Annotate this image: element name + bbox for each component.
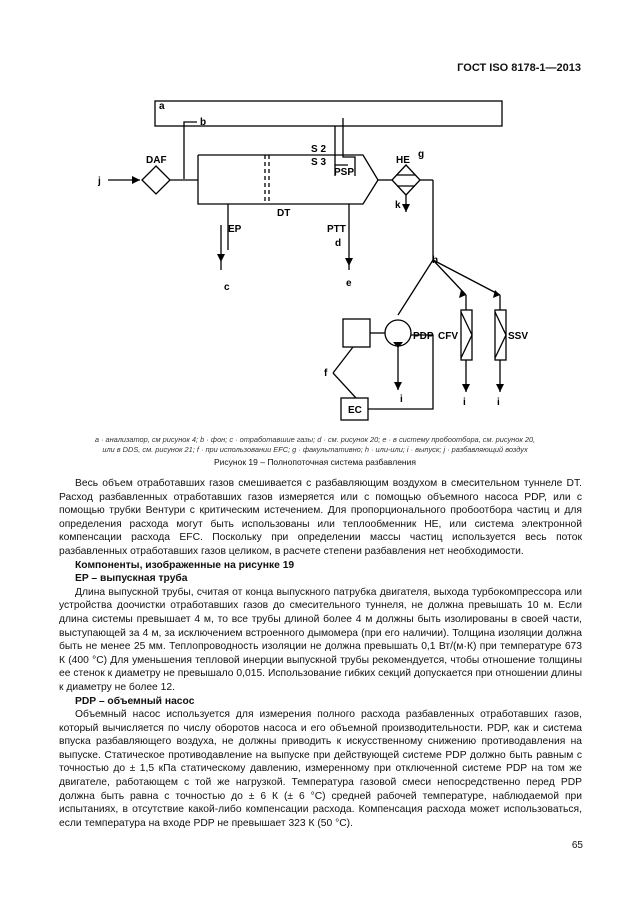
label-daf: DAF	[146, 155, 167, 166]
paragraph-pdp: Объемный насос используется для измерения полного расхода разбавленных отработавших газов, который вычисляется по числу оборотов насоса и его объемной производительности. PDP, как и система впуска разбавляющего воздуха, не должны приводить к искусственному снижению противодавления на выпуске. Статическое противодавление на выпуске при действующей системе PDP должно быть равным с точностью до ± 1,5 кПа статическому давлению, измеренному при отключенной системе PDP на том же двигателе, работающем с той же нагрузкой. Температура газовой смеси непосредственно перед PDP должна быть равна с точностью до ± 6 К (± 6 °С) средней рабочей температуре, наблюдаемой при испытаниях, в отсутствие какой-либо компенсации расхода. Компенсация расхода может использоваться, если температура на входе PDP не превышает 323 К (50 °С).	[59, 709, 582, 829]
ssv-venturi	[495, 310, 506, 360]
label-i2: i	[463, 397, 466, 408]
dilution-system-diagram	[0, 0, 630, 440]
figure-legend	[60, 435, 570, 455]
paragraph-ep: Длина выпускной трубы, считая от конца выпускного патрубка двигателя, выхода турбокомпрессора или устройства доочистки отработавших газов до смесительного туннеля, не должна превышать 10 м. Если длина системы превышает 4 м, то все трубы длиной более 4 м должны быть изолированы в своей части, выступающей за 4 м, за исключением встроенного дымомера (при его наличии). Толщина изоляции должна быть не менее 25 мм. Теплопроводность изоляции не должна превышать 0,1 Вт/(м·К) при температуре 673 К (400 °С) Для уменьшения тепловой инерции выпускной трубы рекомендуется, чтобы отношение толщины ее стенок к диаметру не превышало 0,015. Использование гибких секций допускается при отношении длины к диаметру не более 12.	[59, 586, 582, 693]
heat-exchanger	[392, 165, 420, 195]
label-dt: DT	[277, 208, 291, 219]
label-pdp: PDP	[413, 331, 434, 342]
legend-line-2: или в DDS, см. рисунок 21; f · при использовании EFC; g · факультативно; h · или-или; i · выпуск; j · разбавляющий воздух	[102, 445, 528, 454]
label-ptt: PTT	[327, 224, 346, 235]
label-ec: EC	[348, 405, 362, 416]
label-k: k	[395, 200, 401, 211]
label-ssv: SSV	[508, 331, 529, 342]
heading-ep: EP – выпускная труба	[75, 573, 188, 585]
ec-box-top	[343, 319, 370, 347]
label-psp: PSP	[334, 167, 355, 178]
standard-header: ГОСТ ISO 8178-1—2013	[457, 62, 581, 74]
sampling-system-box	[155, 101, 502, 126]
label-ep: EP	[228, 224, 242, 235]
label-g: g	[418, 149, 425, 160]
label-f: f	[324, 368, 328, 379]
label-s3: S 3	[311, 157, 327, 168]
label-d: d	[335, 238, 342, 249]
label-a: a	[159, 101, 165, 112]
background-line	[184, 122, 197, 179]
heading-components: Компоненты, изображенные на рисунке 19	[75, 559, 295, 571]
heading-pdp: PDP – объемный насос	[75, 695, 195, 707]
label-c: c	[224, 282, 230, 293]
label-j: j	[98, 176, 101, 187]
sampling-probe	[335, 126, 348, 165]
label-e: e	[346, 278, 352, 289]
daf-filter	[142, 166, 170, 194]
legend-line-1: a · анализатор, см рисунок 4; b · фон; c · отработавшие газы; d · см. рисунок 20; e · в систему пробоотбора, см. рисунок 20,	[94, 435, 536, 444]
body-text	[59, 477, 582, 830]
label-i1: i	[400, 394, 403, 405]
label-h: h	[432, 255, 439, 266]
page-number: 65	[571, 840, 583, 851]
paragraph-1: Весь объем отработавших газов смешивается с разбавляющим воздухом в смесительном туннеле DT. Расход разбавленных отработавших газов измеряется или с помощью объемного насоса PDP, или с помощью трубки Вентури с критическим истечением. Для пропорционального пробоотбора частиц и для определения расхода могут быть использованы или теплообменник HE, или система электронной компенсации расхода EFC. Поскольку при определении массы частиц используется весь поток разбавленных отработавших газов целиком, в расчете степени разбавления нет необходимости.	[59, 478, 582, 557]
label-i3: i	[497, 397, 500, 408]
label-cfv: CFV	[438, 331, 458, 342]
label-s2: S 2	[311, 144, 327, 155]
label-b: b	[200, 117, 207, 128]
figure-caption: Рисунок 19 – Полнопоточная система разбавления	[214, 457, 416, 467]
cfv-venturi	[461, 310, 472, 360]
label-he: HE	[396, 155, 410, 166]
dilution-tunnel	[198, 155, 378, 204]
